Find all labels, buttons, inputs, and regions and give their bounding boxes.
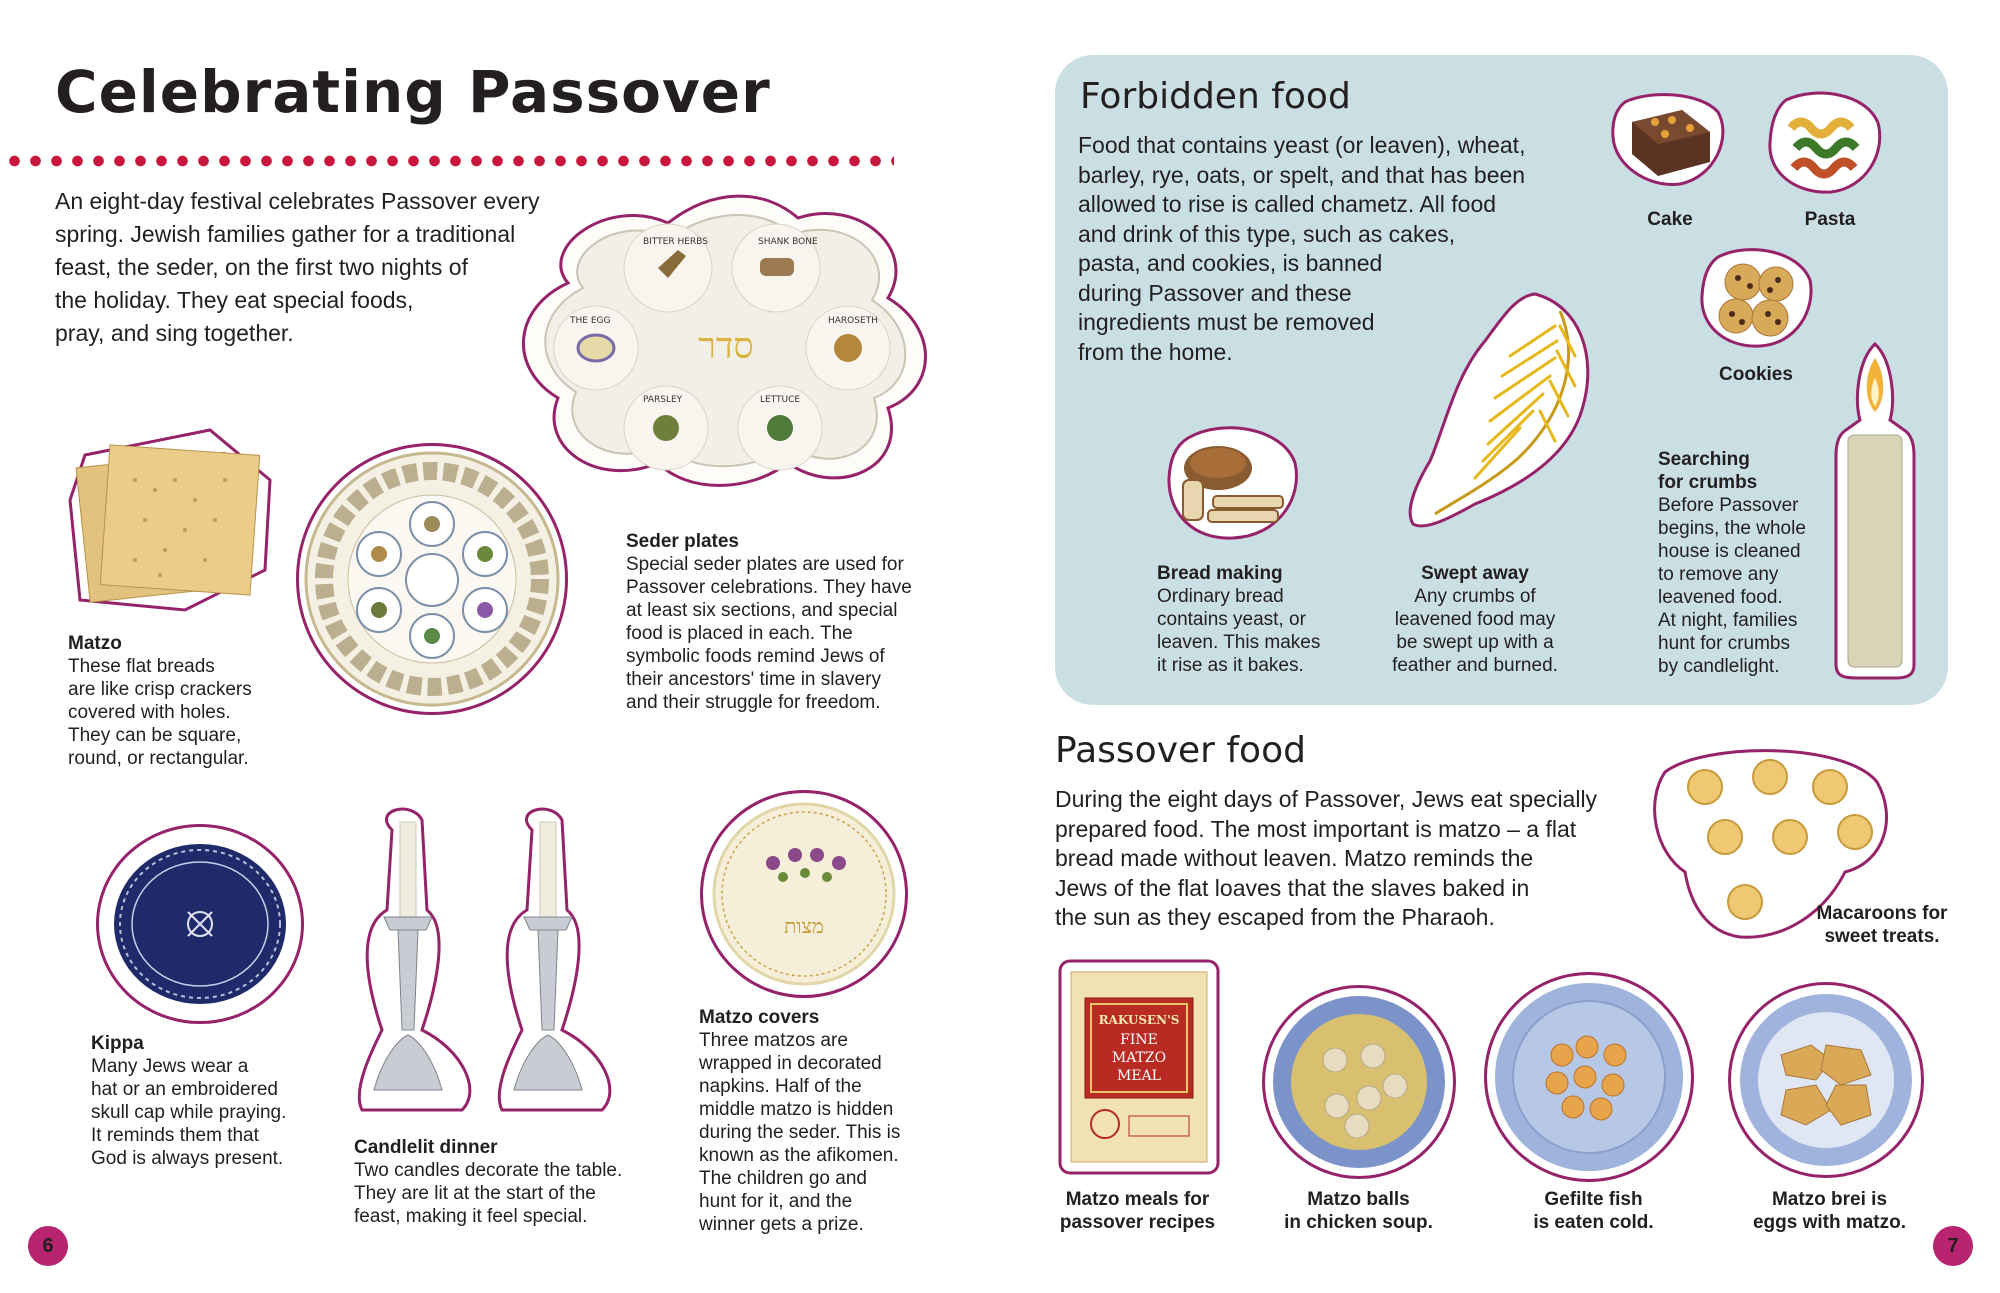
plate-label: LETTUCE [760,395,801,405]
searching-caption: Searching for crumbs Before Passover begins, the whole house is cleaned to remove any leavened food. At night, families hunt for crumbs by candlelight. [1658,449,1806,677]
bread-image [1163,418,1303,543]
box-line2: MATZO [1111,1050,1167,1066]
page-number-right: 7 [1933,1226,1973,1266]
matzo-balls-caption: Matzo balls in chicken soup. [1284,1189,1433,1233]
matzo-brei-caption: Matzo brei is eggs with matzo. [1752,1189,1907,1233]
cookies-image [1698,242,1816,350]
plate-label: SHANK BONE [758,237,818,247]
page-number-left: 6 [28,1226,68,1266]
gefilte-fish-caption: Gefilte fish is eaten cold. [1533,1189,1654,1233]
passover-food-title: Passover food [1055,730,1306,771]
candle-image [1834,340,1916,680]
pasta-label: Pasta [1804,209,1856,230]
page-title: Celebrating Passover [55,58,771,126]
swept-away-caption: Swept away Any crumbs of leavened food may be swept up with a feather and burned. [1392,563,1558,676]
kippa-caption: Kippa Many Jews wear a hat or an embroidered skull cap while praying. It reminds them that God is always present. [91,1033,287,1169]
forbidden-food-text: Food that contains yeast (or leaven), wheat, barley, rye, oats, or spelt, and that has been allowed to rise is called chametz. All food and drink of this type, such as cakes, pasta, and cookies, is banned during Passover and these ingredients must be removed from the home. [1078,132,1526,365]
seder-plates-caption: Seder plates Special seder plates are used for Passover celebrations. They have at least six sections, and special food is placed in each. The symbolic foods remind Jews of their ancestors' time in slavery and their struggle for freedom. [626,531,912,713]
box-line3: MEAL [1117,1068,1161,1084]
cake-label: Cake [1647,209,1693,230]
plate-label: THE EGG [570,316,611,326]
gefilte-fish-image [1484,972,1694,1182]
matzo-caption: Matzo These flat breads are like crisp crackers covered with holes. They can be square, round, or rectangular. [68,633,252,769]
matzo-brei-image [1728,982,1924,1178]
macaroons-caption: Macaroons for sweet treats. [1816,903,1948,947]
cookies-label: Cookies [1719,364,1793,385]
forbidden-food-title: Forbidden food [1080,76,1351,117]
candlesticks-image [352,800,632,1118]
round-seder-plate-image [296,443,568,715]
matzo-meal-caption: Matzo meals for passover recipes [1059,1189,1216,1233]
matzo-cover-image [700,790,908,998]
candlelit-caption: Candlelit dinner Two candles decorate the table. They are lit at the start of the feast, making it feel special. [354,1137,623,1227]
kippa-image [96,824,304,1024]
box-brand: RAKUSEN'S [1098,1013,1180,1027]
plate-label: PARSLEY [643,395,683,405]
svg-text:מצות: מצות [784,914,824,938]
plate-label: BITTER HERBS [643,237,708,247]
svg-text:סדר: סדר [698,326,754,367]
cake-image [1610,92,1728,188]
matzo-covers-caption: Matzo covers Three matzos are wrapped in decorated napkins. Half of the middle matzo is hidden during the seder. This is known as the afikomen. The children go and hunt for it, and the winner gets a prize. [699,1007,901,1235]
matzo-meal-box-image [1057,958,1221,1176]
passover-food-text: During the eight days of Passover, Jews eat specially prepared food. The most important is matzo – a flat bread made without leaven. Matzo reminds the Jews of the flat loaves that the slaves baked in the sun as they escaped from the Pharaoh. [1055,786,1598,930]
plate-label: HAROSETH [828,316,878,326]
seder-plate-image [498,188,950,493]
matzo-image [65,420,275,625]
matzo-balls-image [1262,985,1456,1179]
dotted-divider [4,154,894,168]
pasta-image [1766,88,1884,196]
intro-text: An eight-day festival celebrates Passover every spring. Jewish families gather for a traditional feast, the seder, on the first two nights of the holiday. They eat special foods, pray, and sing together. [55,188,540,346]
feather-image [1405,286,1595,534]
box-line1: FINE [1120,1032,1158,1048]
bread-making-caption: Bread making Ordinary bread contains yeast, or leaven. This makes it rise as it bakes. [1157,563,1321,676]
